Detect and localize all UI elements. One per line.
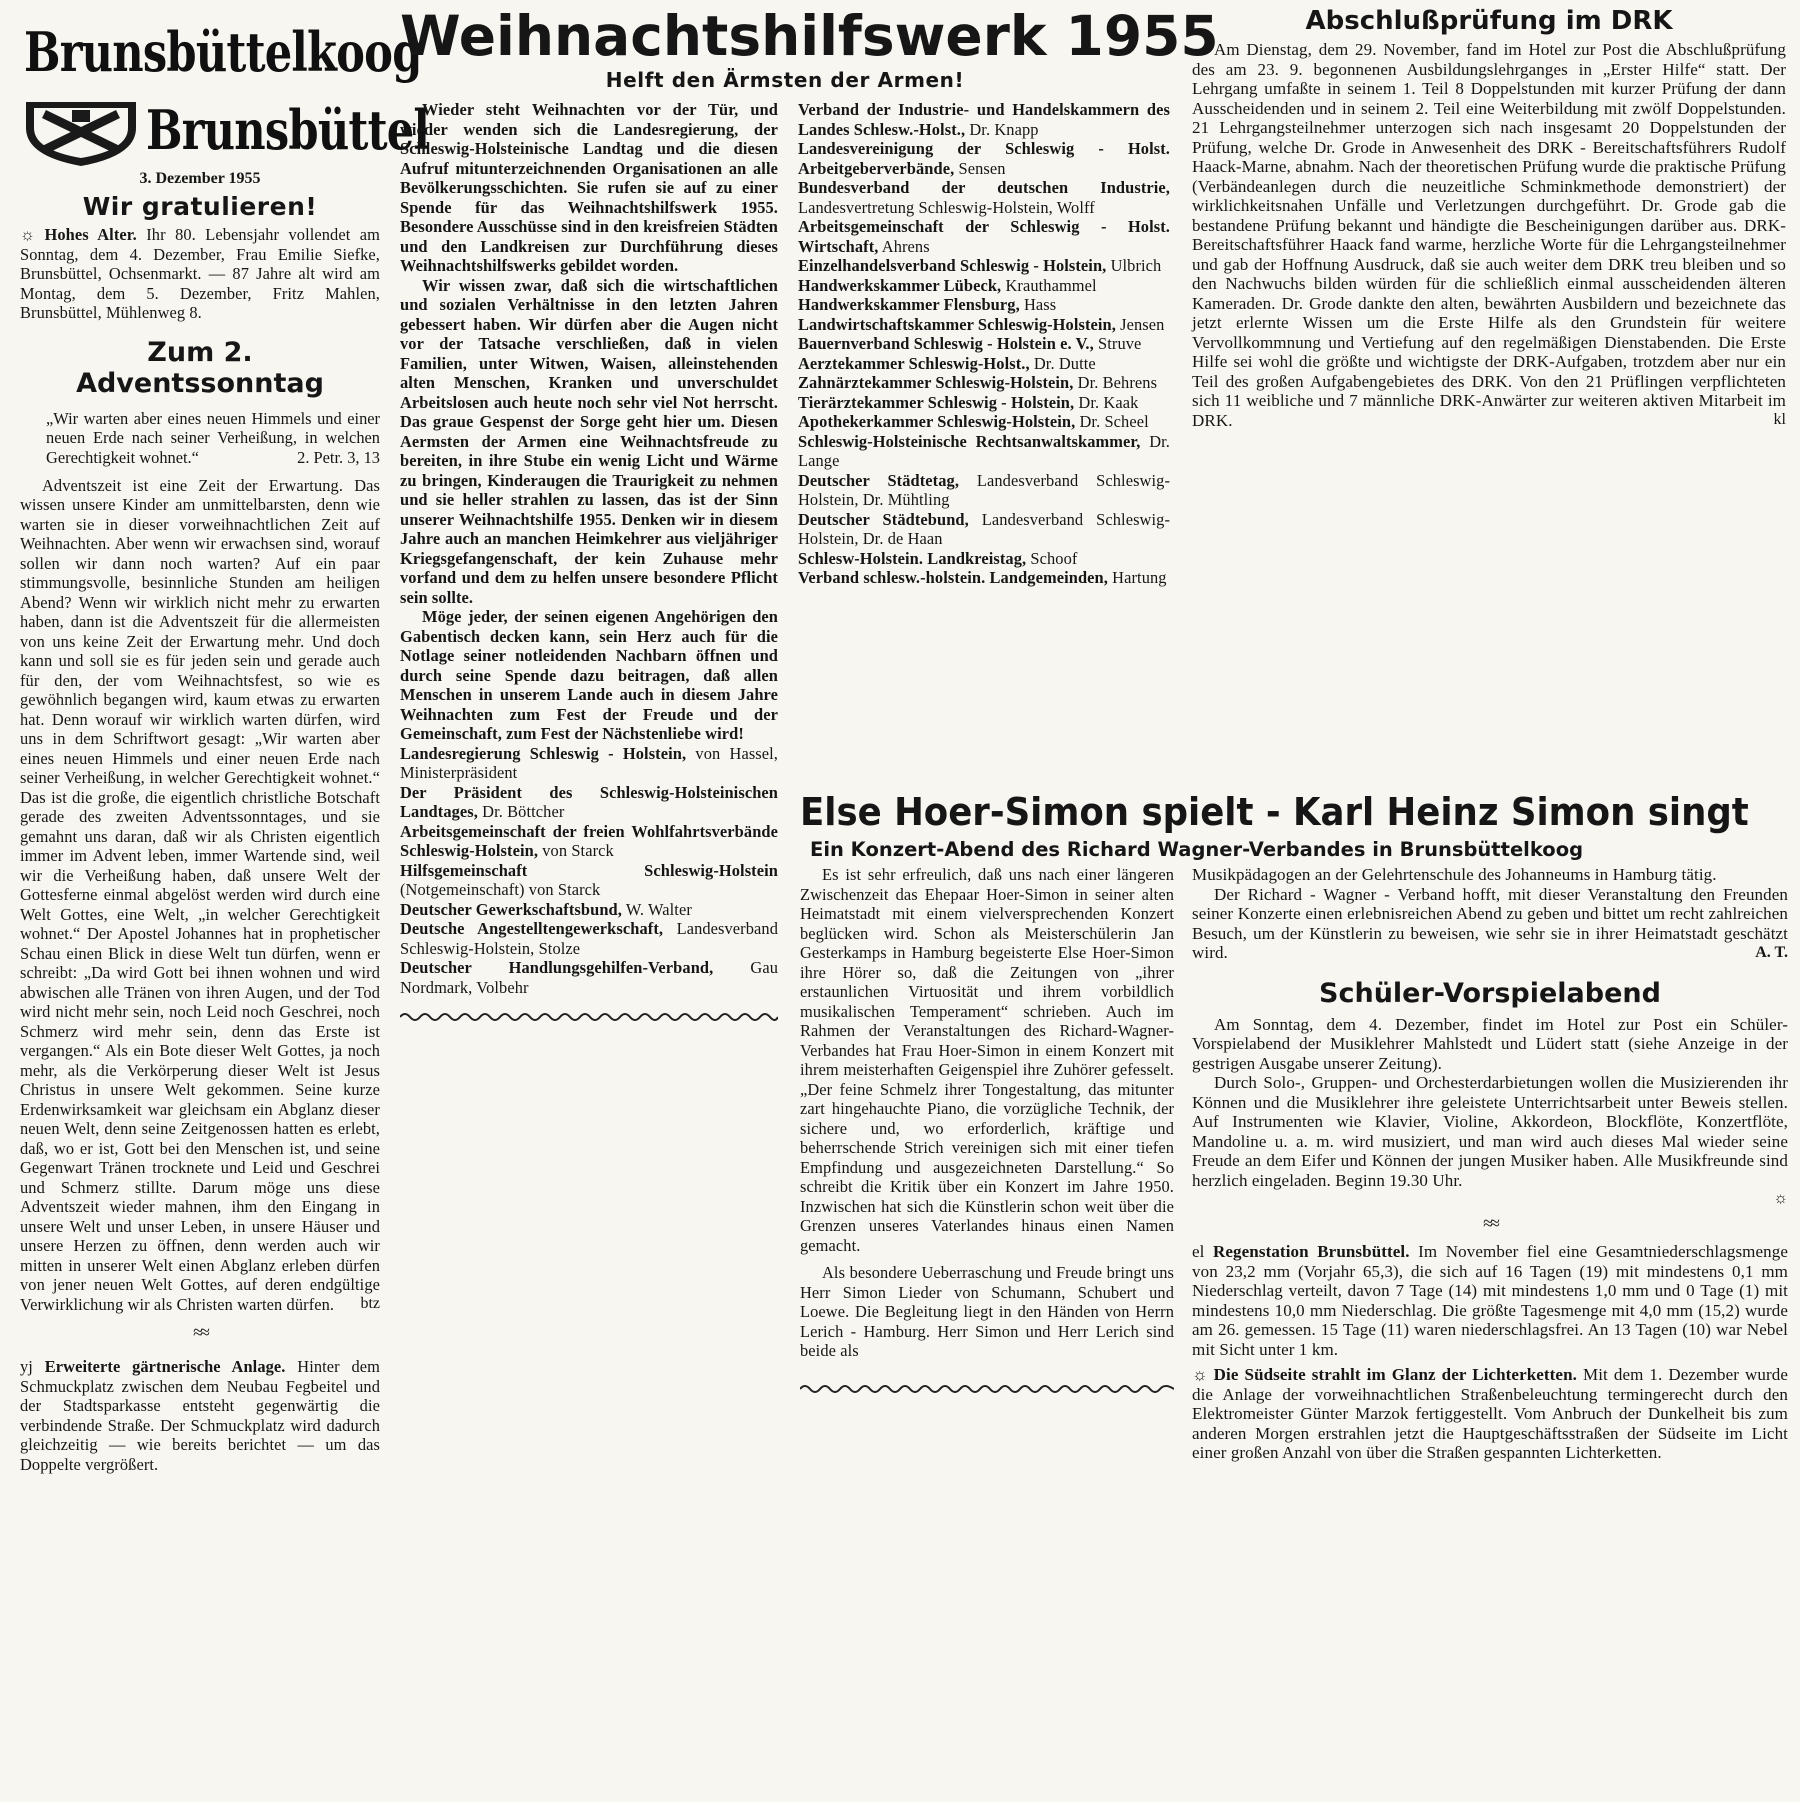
signatory-entry xyxy=(798,393,1170,413)
signatory-organisation: Apothekerkammer Schleswig-Holstein, xyxy=(798,412,1076,431)
signatory-entry xyxy=(798,373,1170,393)
signatory-organisation: Bauernverband Schleswig - Holstein e. V., xyxy=(798,334,1094,353)
signatory-entry xyxy=(400,900,778,920)
concert-col2 xyxy=(1192,865,1788,1463)
column-end-rule xyxy=(400,1011,778,1023)
advent-heading: Zum 2. Adventssonntag xyxy=(76,336,324,399)
aufruf-paragraph-1: Wieder steht Weihnachten vor der Tür, und wieder wenden sich die Landesregierung, der Schleswig-Holsteinische Landtag und die diesen Aufruf mitunterzeichnenden Organisationen an alle Bevölkerungsschichten. Sie rufen sie auf zu einer Spende für das Weihnachtshilfswerk 1955. Besondere Ausschüsse sind in den kreisfreien Städten und den Landkreisen zur Durchführung dieses Weihnachtshilfswerks gebildet worden. xyxy=(400,100,778,275)
concert-paragraph-2: Als besondere Ueberraschung und Freude bringt uns Herr Simon Lieder von Schumann, Schubert und Loewe. Die Begleitung liegt in den Händen von Herrn Lerich - Hamburg. Herr Simon und Herr Lerich sind beide als xyxy=(800,1263,1174,1360)
advent-quote xyxy=(20,409,380,468)
gratulieren-text: Ihr 80. Lebensjahr vollendet am Sonntag, dem 4. Dezember, Frau Emilie Siefke, Brunsbüttel, Ochsenmarkt. — 87 Jahre alt wird am Montag, dem 5. Dezember, Fritz Mahlen, Brunsbüttel, Mühlenweg 8. xyxy=(20,225,380,322)
signatory-entry xyxy=(798,432,1170,471)
signatory-organisation: Zahnärztekammer Schleswig-Holstein, xyxy=(798,373,1074,392)
town-crest-icon xyxy=(20,98,142,168)
signatory-person: Dr. Scheel xyxy=(1075,412,1149,431)
signatory-person: Dr. Kaak xyxy=(1074,392,1139,412)
signatory-organisation: Tierärztekammer Schleswig - Holstein, xyxy=(798,392,1075,412)
signatory-person: von Hassel, Ministerpräsident xyxy=(400,743,779,782)
signatory-person: Dr. Böttcher xyxy=(477,802,565,821)
concert-paragraph-1: Es ist sehr erfreulich, daß uns nach einer längeren Zwischenzeit das Ehepaar Hoer-Simon in seiner alten Heimatstadt mit einem vielversprechenden Konzert beglücken wird. Schon als Meisterschülerin Jan Gesterkamps in Hamburg begeisterte Else Hoer-Simon ihre Hörer so, daß die Zeitungen von „ihrer erstaunlichen Virtuosität und ihrem vorbildlich musikalischen Temperament“ schrieben. Auch im Rahmen der Veranstaltungen des Richard-Wagner-Verbandes hat Frau Hoer-Simon in einem Konzert mit ihrem meisterhaften Geigenspiel ihre Zuhörer gefesselt. „Der feine Schmelz ihrer Tongestaltung, das mitunter zart hingehauchte Piano, die vorzügliche Technik, der sichere und, wo erforderlich, kräftige und beherrschende Strich vereinigen sich mit einer tiefen Empfindung und ausgezeichneten Darstellung.“ So schreibt die Kritik über ein Konzert im Jahre 1950. Inzwischen hat sich die Künstlerin schon weit über die Grenzen unseres Vaterlandes hinaus einen Namen gemacht. xyxy=(800,865,1174,1255)
signatory-entry xyxy=(798,139,1170,178)
gratulieren-article xyxy=(20,225,380,323)
weihnachtshilfswerk-article xyxy=(400,4,1219,92)
signatory-organisation: Deutscher Handlungsgehilfen-Verband, xyxy=(400,958,714,977)
schueler-paragraph-2: Durch Solo-, Gruppen- und Orchesterdarbietungen wollen die Musizierenden ihr Können und die Musiklehrer ihre geleistete Unterrichtsarbeit unter Beweis stellen. Auf Instrumenten wie Klavier, Violine, Akkordeon, Blockflöte, Konzertflöte, Mandoline u. a. m. wird musiziert, und man wird auch dieses Mal wieder seine Freude an dem Eifer und Können der jungen Musiker haben. Alle Musikfreunde sind herzlich eingeladen. Beginn 19.30 Uhr. xyxy=(1192,1073,1788,1190)
signatory-entry xyxy=(798,100,1170,139)
signatory-organisation: Deutscher Städtebund, xyxy=(798,509,969,529)
concert-heading: Else Hoer-Simon spielt - Karl Heinz Simon singt xyxy=(800,790,1749,834)
concert-paragraph-4: Der Richard - Wagner - Verband hofft, mit dieser Veranstaltung den Freunden seiner Konzerte einen erlebnisreichen Abend zu geben und bittet um recht zahlreichen Besuch, um der Künstlerin zu beweisen, wie sehr sie in ihrer Heimatstadt geschätzt wird. xyxy=(1192,884,1788,962)
aufruf-paragraph-2: Wir wissen zwar, daß sich die wirtschaftlichen und sozialen Verhältnisse in den letzten Jahren gebessert haben. Wir dürfen aber die Augen nicht vor der Tatsache verschließen, daß in vielen Familien, unter Witwen, Waisen, alleinstehenden alten Menschen, Kranken und unverschuldet Arbeitslosen auch heute noch sehr viel Not herrscht. Das graue Gespenst der Sorge geht hier um. Diesen Aermsten der Armen eine Weihnachtsfreude zu bereiten, in ihre Stube ein wenig Licht und Wärme zu bringen, Kinderaugen die Traurigkeit zu nehmen und sie heller strahlen zu lassen, das ist der Sinn unserer Weihnachtshilfe 1955. Denken wir in diesem Jahre auch an manchen Heimkehrer aus vieljähriger Kriegsgefangenschaft, der kein Zuhause mehr vorfand und dem zu helfen unsere besondere Pflicht sein sollte. xyxy=(400,275,778,607)
signatory-person: Hass xyxy=(1019,295,1057,314)
signatory-entry xyxy=(400,822,778,861)
signatory-person: Ahrens xyxy=(878,236,930,256)
signatory-entry xyxy=(798,412,1170,432)
signatory-organisation: Aerztekammer Schleswig-Holst., xyxy=(798,353,1030,373)
gaertnerisch-article xyxy=(20,1357,380,1474)
signatory-person: Dr. Knapp xyxy=(965,119,1039,139)
signatory-person: Ulbrich xyxy=(1106,256,1162,275)
signatory-organisation: Arbeitsgemeinschaft der freien Wohlfahrtsverbände Schleswig-Holstein, xyxy=(400,821,778,860)
signatory-organisation: Schleswig-Holsteinische Rechtsanwaltskammer, xyxy=(798,431,1141,451)
column-end-rule xyxy=(800,1383,1174,1395)
regen-prefix: el xyxy=(1192,1242,1205,1261)
advent-quote-ref: 2. Petr. 3, 13 xyxy=(297,448,380,467)
separator-ornament: ≈≈ xyxy=(1483,1213,1497,1233)
issue-date: 3. Dezember 1955 xyxy=(139,170,261,187)
signatory-person: Landesverband Schleswig-Holstein, Dr. de Haan xyxy=(798,509,1170,548)
signatory-entry xyxy=(798,471,1170,510)
gratulieren-heading: Wir gratulieren! xyxy=(82,192,318,221)
advent-body: Adventszeit ist eine Zeit der Erwartung. Das wissen unsere Kinder am unmittelbarsten, denn wie warten sie in dieser vorweihnachtlichen Zeit auf Weihnachten. Aber wenn wir erwachsen sind, worauf sollen wir dann noch warten? Auf ein paar stimmungsvolle, besinnliche Stunden am heiligen Abend? Wenn wir wirklich nicht mehr zu erwarten haben, dann ist die Adventszeit für die allermeisten von uns keine Zeit der Erwartung mehr. Und doch kann und soll sie es für jeden sein und gerade auch für den, der vom Weihnachtsfest, so wie es gewöhnlich begangen wird, kaum etwas zu erwarten hat. Denn worauf wir wirklich warten dürfen, wird uns in dem Schriftwort gesagt: „Wir warten aber eines neuen Himmels und einer neuen Erde nach seiner Verheißung, in welcher Gerechtigkeit wohnet.“ Das ist die große, die eigentlich christliche Botschaft gerade des zweiten Adventssonntages, und sie gemahnt uns daran, daß wir als Christen eigentlich immer im Advent leben, immer Wartende sind, weil wir die Verheißung haben, daß unsere Welt der Gottesferne einmal abgelöst werden wird durch eine Welt Gottes, eine Welt, „in welcher Gerechtigkeit wohnet.“ Der Apostel Johannes hat in prophetischer Schau einen Blick in diese Welt tun dürfen, wenn er schreibt: „Da wird Gott bei ihnen wohnen und wird abwischen alle Tränen von ihren Augen, und der Tod wird nicht mehr sein, noch Leid noch Geschrei, noch Schmerz wird mehr sein, denn das Erste ist vergangen.“ Als ein Bote dieser Welt Gottes, ja noch mehr, als die Verkörperung dieser Welt ist Jesus Christus in unsere Welt gekommen. Seine kurze Erdenwirksamkeit war gleichsam ein Abglanz dieser neuen Welt, denn seine Zeitgenossen hatten es erlebt, daß, wo er ist, Gott bei den Menschen ist, und seine Gegenwart Tränen trocknete und Leid und Geschrei und Schmerz stillte. Darum möge uns diese Adventszeit wieder mahnen, ihm den Eingang in unsere Welt und unser Leben, in unsere Häuser und unsere Herzen zu öffnen, denn werden auch wir mitten in unserer Welt einen Abglanz erleben dürfen von jener neuen Welt Gottes, auf deren endgültige Verwirklichung wir als Christen warten dürfen. xyxy=(20,475,380,1314)
signatory-organisation: Deutsche Angestelltengewerkschaft, xyxy=(400,919,664,938)
masthead-title-1: Brunsbüttelkoog xyxy=(24,20,422,84)
signatory-person: Dr. Lange xyxy=(798,431,1170,470)
signatory-organisation: Der Präsident des Schleswig-Holsteinischen Landtages, xyxy=(400,782,778,821)
signatory-entry xyxy=(400,861,778,900)
signatory-organisation: Handwerkskammer Flensburg, xyxy=(798,295,1020,314)
signatory-person: (Notgemeinschaft) von Starck xyxy=(400,880,601,899)
concert-signature: A. T. xyxy=(1755,943,1788,961)
masthead xyxy=(20,14,430,164)
signatory-person: Hartung xyxy=(1107,568,1167,587)
suedseite-text: Mit dem 1. Dezember wurde die Anlage der vorweihnachtlichen Straßenbeleuchtung termingerecht durch den Elektromeister Günter Marzok fertiggestellt. Vom Anbruch der Dunkelheit bis zum anderen Morgen erstrahlen jetzt die Hauptgeschäftsstraßen der Südseite im Licht einer großen Anzahl von über die Straßen gespannten Lichterketten. xyxy=(1192,1365,1788,1462)
signatory-entry xyxy=(798,315,1170,335)
signatory-entry xyxy=(400,783,778,822)
weihnachtshilfswerk-col2 xyxy=(798,100,1170,588)
suedseite-article xyxy=(1192,1365,1788,1463)
concert-col1 xyxy=(800,865,1174,1400)
column-local xyxy=(20,14,430,1474)
regen-text: Im November fiel eine Gesamtniederschlagsmenge von 23,2 mm (Vorjahr 65,3), die sich auf 16 Tagen (19) mit mindestens 0,1 mm Niederschlag verteilt, davon 7 Tage (14) mit mindestens 1,0 mm und 0 Tage (1) mit mindestens 10,0 mm Niederschlag. Die größte Tagesmenge mit 4,0 mm (15,2) wurde am 26. gemessen. 15 Tage (11) waren niederschlagsfrei. An 13 Tagen (10) war Nebel mit Sicht unter 1 km. xyxy=(1192,1242,1788,1359)
signatory-person: Gau Nordmark, Volbehr xyxy=(400,958,778,997)
aufruf-paragraph-3: Möge jeder, der seinen eigenen Angehörigen den Gabentisch decken kann, sein Herz auch für die Notlage seiner notleidenden Nachbarn öffnen und durch seine Spende dazu beitragen, daß allen Menschen in unserem Lande auch in diesem Jahre Weihnachten zum Fest der Freude und der Gemeinschaft, zum Fest der Nächstenliebe wird! xyxy=(400,607,778,743)
signatory-organisation: Bundesverband der deutschen Industrie, xyxy=(798,178,1170,197)
signatory-organisation: Landesvereinigung der Schleswig - Holst. Arbeitgeberverbände, xyxy=(798,139,1170,178)
signatories-left xyxy=(400,744,778,998)
drk-signature: kl xyxy=(1773,411,1786,428)
signatory-organisation: Landesregierung Schleswig - Holstein, xyxy=(400,743,687,763)
signatory-person: W. Walter xyxy=(621,899,692,919)
signatory-organisation: Deutscher Städtetag, xyxy=(798,470,960,490)
signatory-entry xyxy=(798,178,1170,217)
signatory-person: Sensen xyxy=(954,158,1006,178)
advent-quote-text: „Wir warten aber eines neuen Himmels und einer neuen Erde nach seiner Verheißung, in welchen Gerechtigkeit wohnet.“ xyxy=(46,408,380,467)
signatory-entry xyxy=(798,354,1170,374)
signatory-entry xyxy=(400,919,778,958)
signatory-entry xyxy=(798,334,1170,354)
signatory-organisation: Schlesw-Holstein. Landkreistag, xyxy=(798,548,1027,568)
signatory-entry xyxy=(798,568,1170,588)
signatory-entry xyxy=(400,958,778,997)
signatory-entry xyxy=(798,276,1170,296)
signatory-person: Jensen xyxy=(1115,314,1165,334)
signatory-person: Landesverband Schleswig-Holstein, Dr. Mühtling xyxy=(798,470,1170,509)
weihnachtshilfswerk-heading: Weihnachtshilfswerk 1955 xyxy=(400,4,1219,68)
gaertnerisch-prefix: yj xyxy=(20,1357,33,1376)
drk-heading: Abschlußprüfung im DRK xyxy=(1305,6,1673,36)
separator-ornament: ≈≈ xyxy=(193,1322,207,1342)
signatory-entry xyxy=(798,295,1170,315)
regen-lead: Regenstation Brunsbüttel. xyxy=(1213,1242,1410,1261)
drk-body: Am Dienstag, dem 29. November, fand im Hotel zur Post die Abschlußprüfung des am 23. 9. begonnenen Ausbildungslehrganges in „Erster Hilfe“ statt. Der Lehrgang umfaßte in seinem 1. Teil 8 Doppelstunden mit kurzer Prüfung der dann Ausscheidenden und in seinem 2. Teil eine Weiterbildung mit zwölf Doppelstunden. 21 Lehrgangsteilnehmer unterzogen sich nach insgesamt 20 Doppelstunden der Prüfung, welche Dr. Grode in Anwesenheit des DRK - Bereitschaftsführers Rudolf Haack-Marne, abnahm. Nach der theoretischen Prüfung wurde die praktische Prüfung (Verbändeanlegen durch die neuzeitliche Schminkmethode demonstriert) der wirklichkeitsnahen Unfälle und Verletzungen durchgeführt. Dr. Grode gab die bestandene Prüfung bekannt und händigte die Bescheinigungen darüber aus. DRK-Bereitschaftsführer Haack fand warme, herzliche Worte für die Lehrgangsteilnehmer und gab der Hoffnung Ausdruck, daß sie auch weiter dem DRK treu bleiben und so den Nachwuchs bilden würden für die schließlich einmal ausscheidenden älteren Kameraden. Dr. Grode dankte den alten, bewährten Ausbildern und bezeichnete das jetzt erlernte Wissen um die Erste Hilfe als den Grundstein für weitere Vervollkommnung und Vertiefung auf den regelmäßigen Dienstabenden. Die Erste Hilfe sei wohl die größte und wichtigste der DRK-Aufgaben, trotzdem aber nur ein Teil des großen Aufgabengebietes des DRK. Von den 21 Prüflingen verpflichteten sich 11 weibliche und 7 männliche DRK-Anwärter zur weiteren aktiven Mitarbeit im DRK. xyxy=(1192,40,1786,430)
gratulieren-lead: ☼ Hohes Alter. xyxy=(20,225,137,244)
regen-article xyxy=(1192,1242,1788,1359)
signatory-person: Landesvertretung Schleswig-Holstein, Wolff xyxy=(798,197,1095,217)
signatory-entry xyxy=(798,549,1170,569)
gaertnerisch-lead: Erweiterte gärtnerische Anlage. xyxy=(44,1357,286,1376)
signatory-entry xyxy=(798,217,1170,256)
signatory-person: Dr. Dutte xyxy=(1029,353,1096,373)
suedseite-lead: ☼ Die Südseite strahlt im Glanz der Lichterketten. xyxy=(1192,1365,1577,1384)
signatory-organisation: Arbeitsgemeinschaft der Schleswig - Holst. Wirtschaft, xyxy=(798,217,1170,256)
signatory-entry xyxy=(400,744,778,783)
signatory-person: Krauthammel xyxy=(1001,275,1097,295)
concert-paragraph-3: Musikpädagogen an der Gelehrtenschule des Johanneums in Hamburg tätig. xyxy=(1192,865,1717,884)
weihnachtshilfswerk-col1 xyxy=(400,100,778,1028)
signatory-organisation: Hilfsgemeinschaft Schleswig-Holstein xyxy=(400,860,778,880)
signatory-person: Schoof xyxy=(1026,548,1078,568)
signatory-organisation: Verband schlesw.-holstein. Landgemeinden, xyxy=(798,568,1108,587)
signatory-organisation: Deutscher Gewerkschaftsbund, xyxy=(400,899,622,919)
signatory-person: Dr. Behrens xyxy=(1073,373,1158,392)
concert-article xyxy=(800,790,1790,861)
signatory-organisation: Landwirtschaftskammer Schleswig-Holstein, xyxy=(798,314,1116,334)
drk-article xyxy=(1192,6,1786,429)
concert-subheading: Ein Konzert-Abend des Richard Wagner-Verbandes in Brunsbüttelkoog xyxy=(810,838,1584,861)
signatory-person: Landesverband Schleswig-Holstein, Stolze xyxy=(400,919,779,958)
signatories-right xyxy=(798,100,1170,588)
signatory-organisation: Handwerkskammer Lübeck, xyxy=(798,275,1002,295)
schueler-heading: Schüler-Vorspielabend xyxy=(1319,977,1661,1009)
gaertnerisch-text: Hinter dem Schmuckplatz zwischen dem Neubau Fegbeitel und der Stadtsparkasse entsteht gegenwärtig die verbindende Straße. Der Schmuckplatz wird dadurch gleichzeitig — wie bereits berichtet — um das Doppelte vergrößert. xyxy=(20,1357,381,1474)
weihnachtshilfswerk-subheading: Helft den Ärmsten der Armen! xyxy=(605,68,965,92)
masthead-title-2: Brunsbüttel xyxy=(146,98,430,162)
signatory-person: Struve xyxy=(1093,334,1142,353)
schueler-paragraph-1: Am Sonntag, dem 4. Dezember, findet im Hotel zur Post ein Schüler-Vorspielabend der Musiklehrer Mahlstedt und Lüdert statt (siehe Anzeige in der gestrigen Ausgabe unserer Zeitung). xyxy=(1192,1014,1788,1073)
signatory-entry xyxy=(798,510,1170,549)
signatory-organisation: Einzelhandelsverband Schleswig - Holstein, xyxy=(798,256,1107,275)
signatory-entry xyxy=(798,256,1170,276)
signatory-organisation: Verband der Industrie- und Handelskammern des Landes Schlesw.-Holst., xyxy=(798,100,1170,139)
schueler-star: ☼ xyxy=(1773,1190,1788,1207)
advent-signature: btz xyxy=(360,1295,380,1312)
signatory-person: von Starck xyxy=(538,841,614,860)
